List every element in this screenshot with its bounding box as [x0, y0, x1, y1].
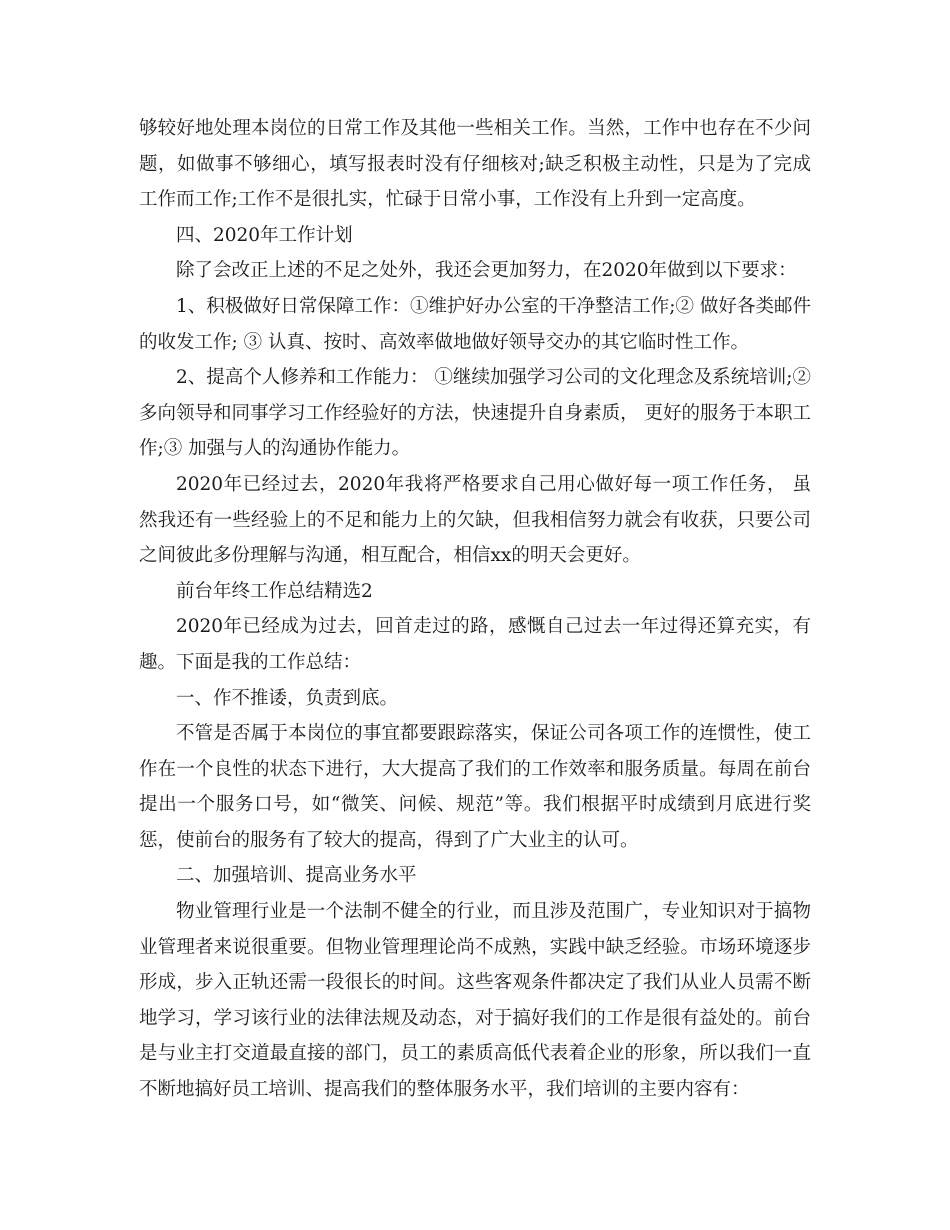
section-title: 前台年终工作总结精选2 — [176, 580, 373, 602]
section-heading: 二、加强培训、提高业务水平 — [176, 865, 417, 887]
paragraph: 除了会改正上述的不足之处外，我还会更加努力，在2020年做到以下要求： — [176, 260, 797, 282]
paragraph: 2020年已经成为过去，回首走过的路，感慨自己过去一年过得还算充实，有趣。下面是我的工作总结： — [139, 616, 811, 673]
section-heading: 一、作不推诿，负责到底。 — [176, 687, 399, 709]
paragraph: 不管是否属于本岗位的事宜都要跟踪落实，保证公司各项工作的连惯性，使工作在一个良性的状态下进行，大大提高了我们的工作效率和服务质量。每周在前台提出一个服务口号，如“微笑、问候、规范”等。我们根据平时成绩到月底进行奖惩，使前台的服务有了较大的提高，得到了广大业主的认可。 — [139, 723, 811, 851]
paragraph-continuation: 够较好地处理本岗位的日常工作及其他一些相关工作。当然，工作中也存在不少问题，如做事不够细心，填写报表时没有仔细核对;缺乏积极主动性，只是为了完成工作而工作;工作不是很扎实，忙碌于日常小事，工作没有上升到一定高度。 — [139, 118, 811, 211]
document-body — [139, 111, 811, 1108]
paragraph: 物业管理行业是一个法制不健全的行业，而且涉及范围广，专业知识对于搞物业管理者来说很重要。但物业管理理论尚不成熟，实践中缺乏经验。市场环境逐步形成，步入正轨还需一段很长的时间。这些客观条件都决定了我们从业人员需不断地学习，学习该行业的法律法规及动态，对于搞好我们的工作是很有益处的。前台是与业主打交道最直接的部门，员工的素质高低代表着企业的形象，所以我们一直不断地搞好员工培训、提高我们的整体服务水平，我们培训的主要内容有： — [139, 901, 811, 1101]
list-item: 2、提高个人修养和工作能力： ①继续加强学习公司的文化理念及系统培训;② 多向领导和同事学习工作经验好的方法，快速提升自身素质， 更好的服务于本职工作;③ 加强与人的沟通协作能力。 — [139, 367, 811, 460]
list-item: 1、积极做好日常保障工作：①维护好办公室的干净整洁工作;② 做好各类邮件的收发工作; ③ 认真、按时、高效率做地做好领导交办的其它临时性工作。 — [139, 295, 811, 353]
paragraph: 2020年已经过去，2020年我将严格要求自己用心做好每一项工作任务， 虽然我还有一些经验上的不足和能力上的欠缺，但我相信努力就会有收获，只要公司之间彼此多份理解与沟通，相互配合，相信xx的明天会更好。 — [139, 473, 811, 567]
section-heading-plan: 四、2020年工作计划 — [176, 224, 353, 246]
